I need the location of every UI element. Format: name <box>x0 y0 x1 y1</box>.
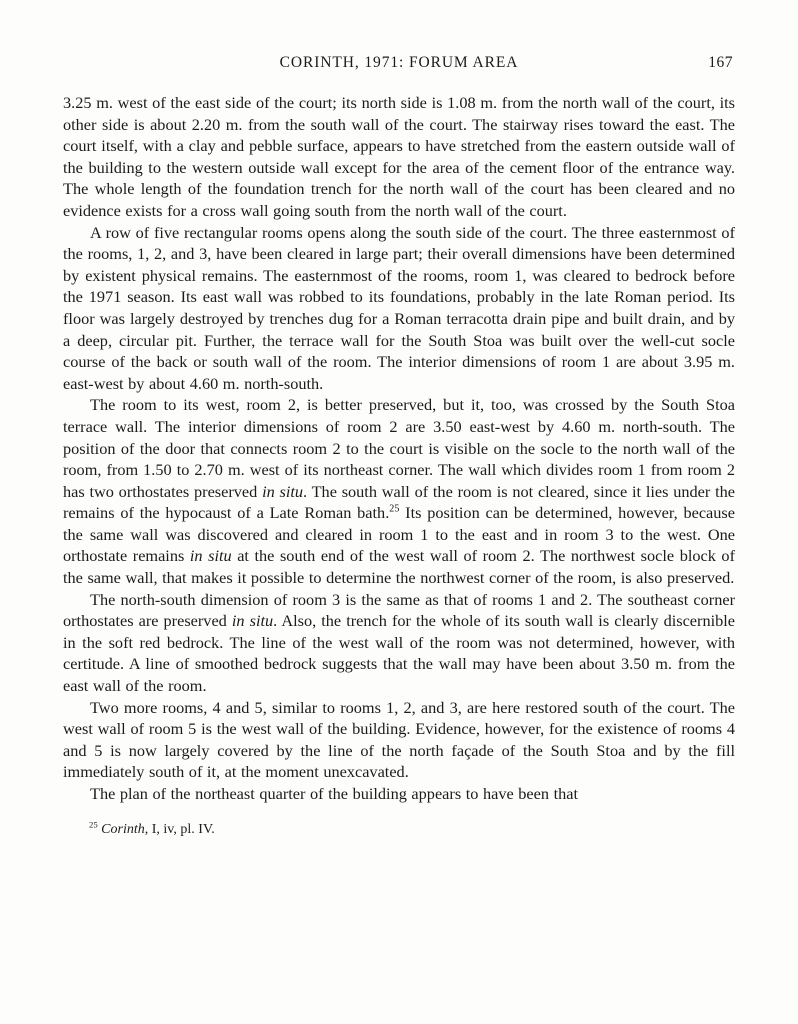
text-run: The plan of the northeast quarter of the building appears to have been that <box>90 784 578 803</box>
page-header <box>63 54 735 74</box>
running-title: CORINTH, 1971: FORUM AREA <box>279 54 519 71</box>
paragraph <box>63 783 735 805</box>
text-run: 3.25 m. west of the east side of the court; its north side is 1.08 m. from the north wall of the court, its other side is about 2.20 m. from the south wall of the court. The stairway rises toward the east. The court itself, with a clay and pebble surface, appears to have stretched from the eastern outside wall of the building to the western outside wall except for the area of the cement floor of the entrance way. The whole length of the foundation trench for the north wall of the court has been cleared and no evidence exists for a cross wall going south from the north wall of the court. <box>63 93 735 220</box>
text-run: . Also, the trench for the whole of its south wall is clearly discernible in the soft red bedrock. The line of the west wall of the room was not determined, however, with certitude. A line of smoothed bedrock suggests that the wall may have been about 3.50 m. from the east wall of the room. <box>63 611 736 696</box>
paragraphs <box>63 92 735 805</box>
text-run: The room to its west, room 2, is better preserved, but it, too, was crossed by the South Stoa terrace wall. The interior dimensions of room 2 are 3.50 east-west by 4.60 m. north-south. The position of the door that connects room 2 to the court is visible on the socle to the north wall of the room, from 1.50 to 2.70 m. west of its northeast corner. The wall which divides room 1 from room 2 has two orthostates preserved <box>63 395 735 501</box>
text-run: The north-south dimension of room 3 is the same as that of rooms 1 and 2. The southeast corner orthostates are preserved <box>63 589 735 631</box>
italic-text-run: in situ <box>189 546 232 566</box>
footnote <box>63 818 735 839</box>
text-run: at the south end of the west wall of room 2. The northwest socle block of the same wall, that makes it possible to determine the northwest corner of the room, is also preserved. <box>63 546 735 588</box>
paragraph <box>63 222 735 395</box>
paragraph <box>63 697 735 783</box>
italic-text-run: in situ <box>231 611 274 631</box>
footnote-marker: 25 <box>89 818 98 829</box>
paragraph <box>63 394 735 588</box>
text-run: Two more rooms, 4 and 5, similar to rooms 1, 2, and 3, are here restored south of the court. The west wall of room 5 is the west wall of the building. Evidence, however, for the existence of rooms 4 and 5 is now largely covered by the line of the north façade of the South Stoa and by the fill immediately south of it, at the moment unexcavated. <box>63 697 735 782</box>
text-run: . The south wall of the room is not cleared, since it lies under the remains of the hypocaust of a Late Roman bath. <box>63 481 735 523</box>
text-run: Its position can be determined, however, because the same wall was discovered and cleared in room 1 to the east and in room 3 to the west. One orthostate remains <box>63 503 735 566</box>
paragraph <box>63 589 735 697</box>
paragraph <box>63 92 735 222</box>
text-run: A row of five rectangular rooms opens along the south side of the court. The three easternmost of the rooms, 1, 2, and 3, have been cleared in large part; their overall dimensions have been determined by existent physical remains. The easternmost of the rooms, room 1, was cleared to bedrock before the 1971 season. Its east wall was robbed to its foundations, probably in the late Roman period. Its floor was largely destroyed by trenches dug for a Roman terracotta drain pipe and built drain, and by a deep, circular pit. Further, the terrace wall for the South Stoa was built over the well-cut socle course of the back or south wall of the room. The interior dimensions of room 1 are about 3.95 m. east-west by about 4.60 m. north-south. <box>63 222 735 393</box>
footnote-marker: 25 <box>389 503 400 515</box>
italic-text-run: Corinth <box>101 821 145 837</box>
text-run: , I, iv, pl. IV. <box>144 821 215 837</box>
page-number: 167 <box>708 54 733 71</box>
italic-text-run: in situ <box>262 481 304 501</box>
